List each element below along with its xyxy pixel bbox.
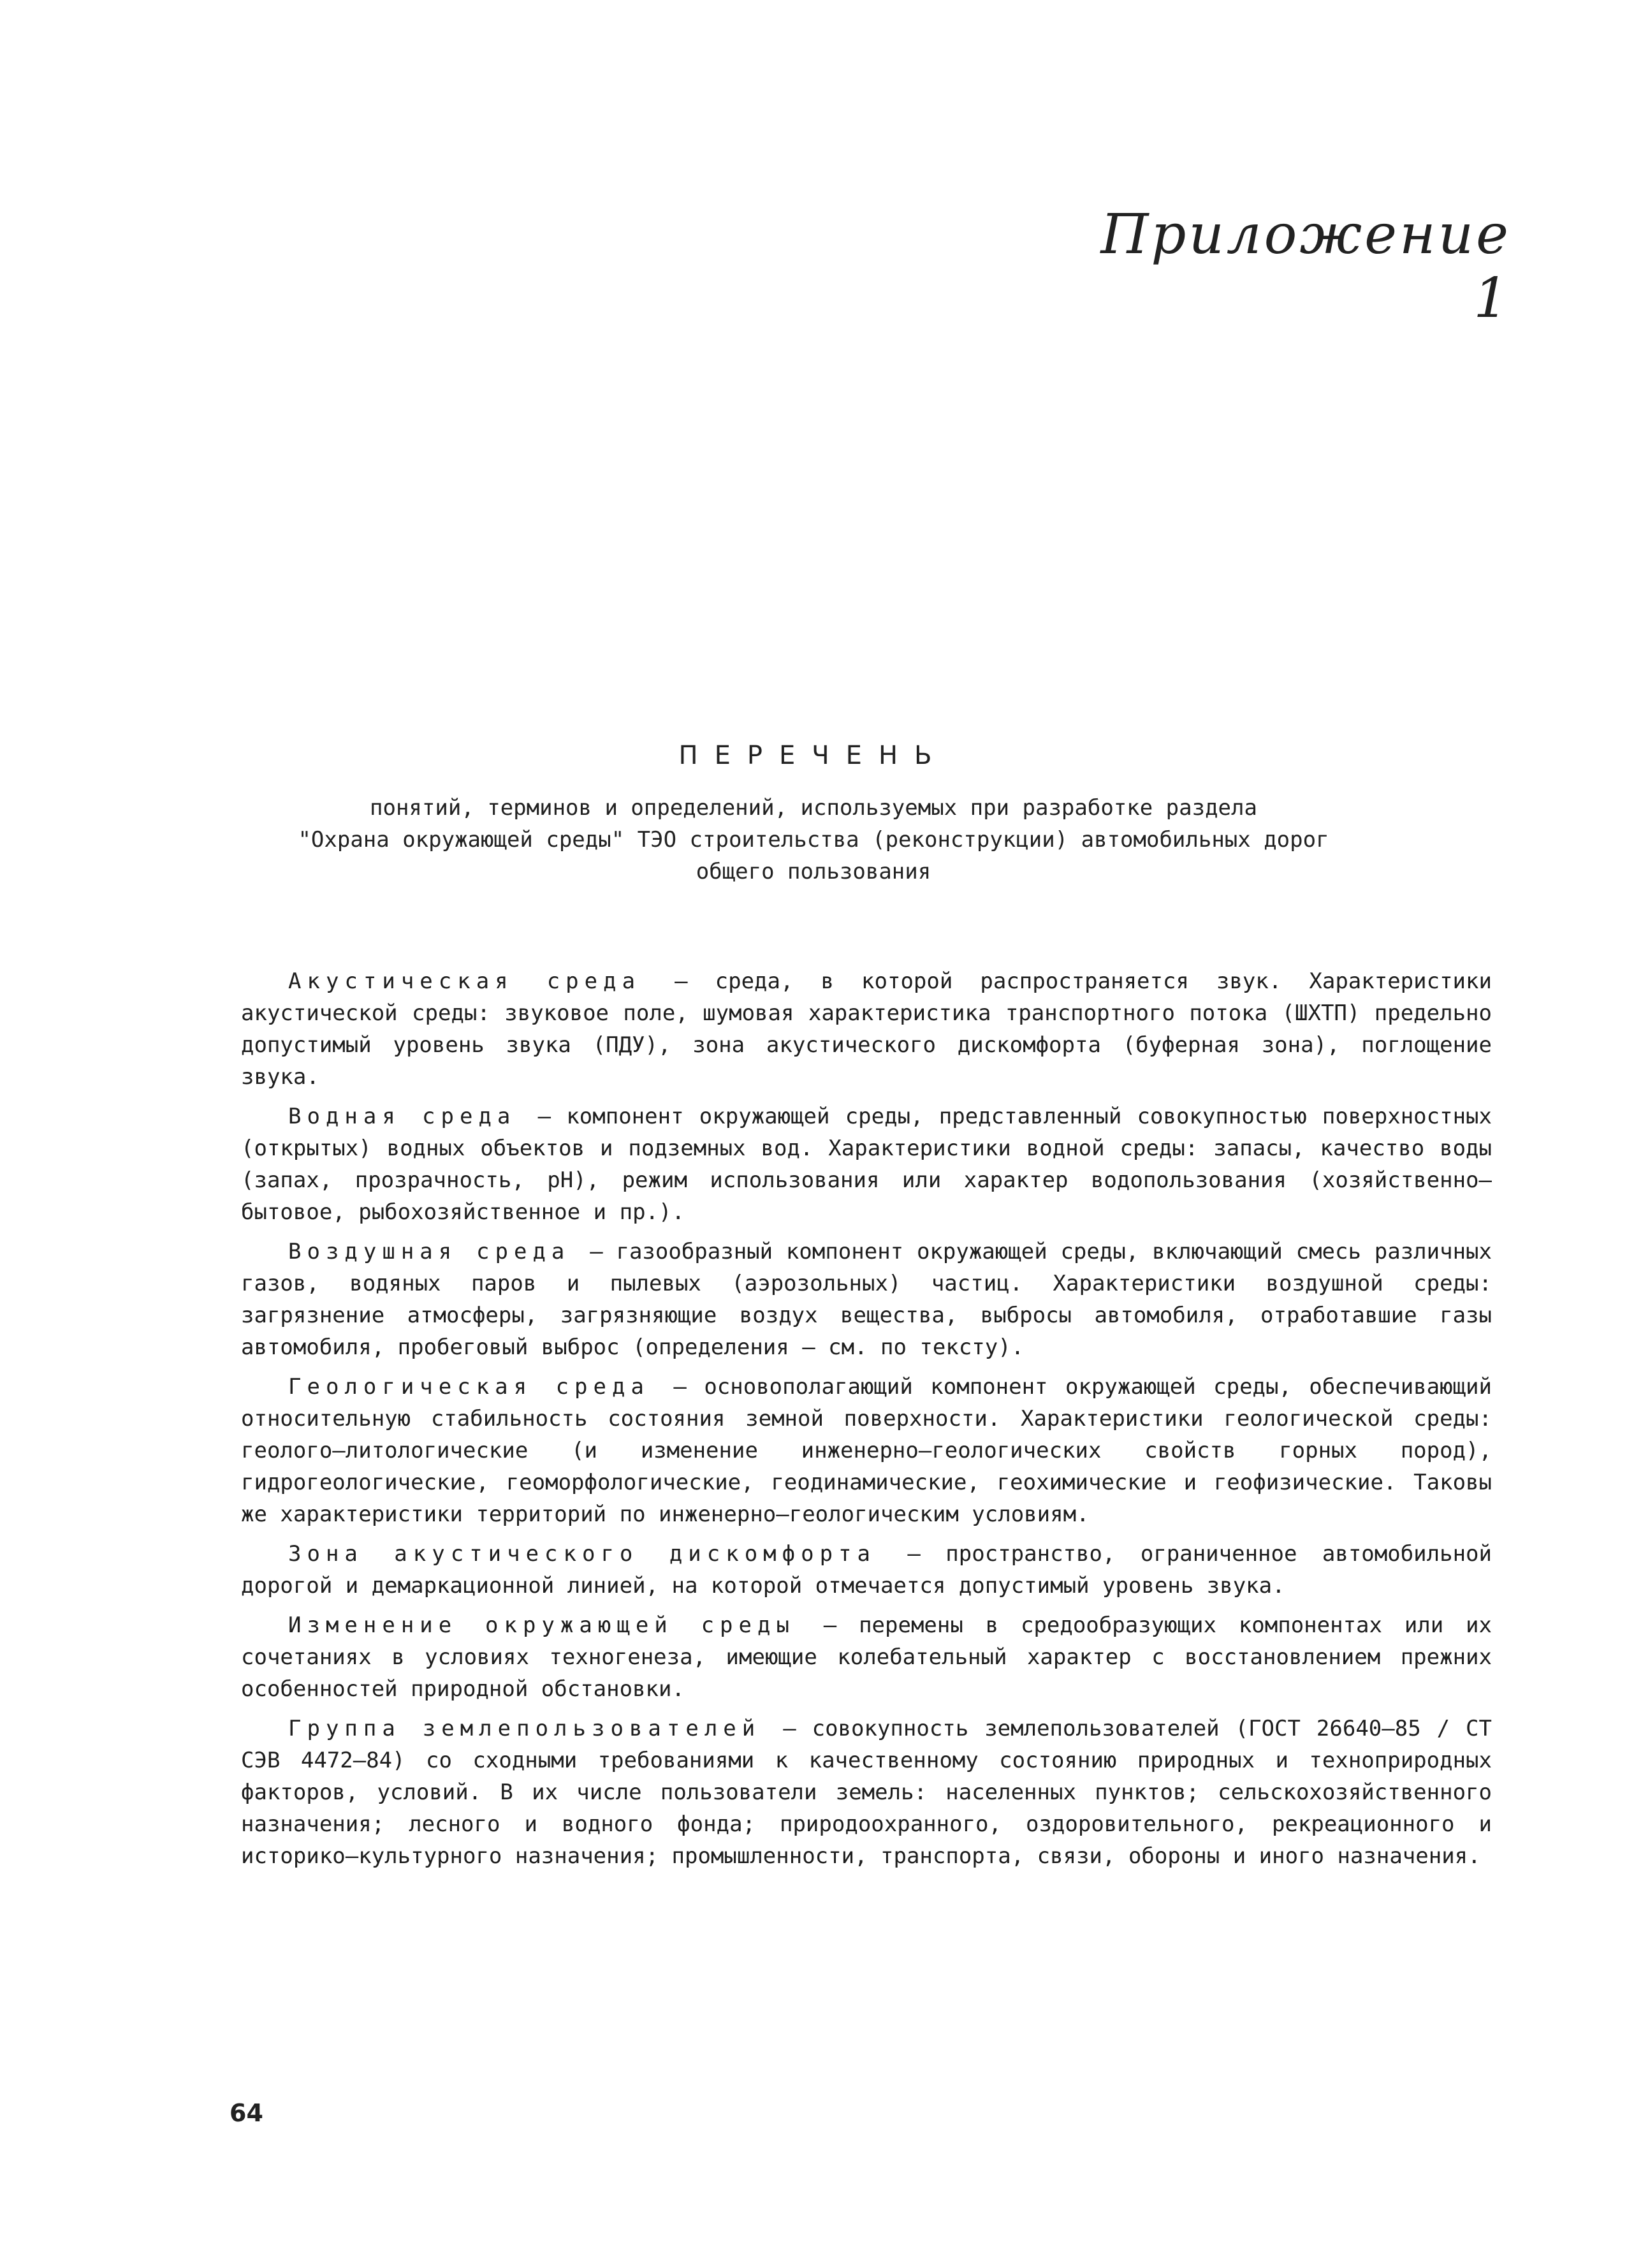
definitions-list bbox=[241, 965, 1492, 1880]
definition-entry bbox=[241, 1371, 1492, 1530]
definition-term: Водная среда bbox=[288, 1104, 516, 1129]
definition-entry bbox=[241, 1609, 1492, 1705]
definition-text: – совокупность землепользователей (ГОСТ 26640–85 / СТ СЭВ 4472–84) со сходными требованиями к качественному состоянию природных и техноприродных факторов, условий. В их числе пользователи земель: населенных пунктов; сельскохозяйственного назначения; лесного и водного фонда; природоохранного, оздоровительного, рекреационного и историко–культурного назначения; промышленности, транспорта, связи, обороны и иного назначения. bbox=[241, 1716, 1492, 1869]
definition-term: Акустическая среда bbox=[288, 969, 641, 994]
definition-entry bbox=[241, 965, 1492, 1093]
subtitle-line-3: общего пользования bbox=[696, 859, 931, 884]
definition-text: – пространство, ограниченное автомобильной дорогой и демаркационной линией, на которой отмечается допустимый уровень звука. bbox=[241, 1541, 1492, 1599]
subtitle-line-1: понятий, терминов и определений, используемых при разработке раздела bbox=[370, 795, 1257, 821]
list-subtitle bbox=[255, 792, 1372, 888]
definition-term: Группа землепользователей bbox=[288, 1716, 761, 1741]
definition-term: Воздушная среда bbox=[288, 1239, 571, 1264]
definition-term: Изменение окружающей среды bbox=[288, 1613, 795, 1638]
subtitle-line-2: "Охрана окружающей среды" ТЭО строительства (реконструкции) автомобильных дорог bbox=[298, 827, 1329, 852]
definition-entry bbox=[241, 1713, 1492, 1872]
definition-entry bbox=[241, 1101, 1492, 1228]
page-number: 64 bbox=[230, 2099, 263, 2127]
definition-entry bbox=[241, 1538, 1492, 1602]
appendix-label: Приложение 1 bbox=[1100, 203, 1511, 330]
definition-text: – компонент окружающей среды, представленный совокупностью поверхностных (открытых) водных объектов и подземных вод. Характеристики водной среды: запасы, качество воды (запах, прозрачность, pH), режим использования или характер водопользования (хозяйственно–бытовое, рыбохозяйственное и пр.). bbox=[241, 1104, 1492, 1225]
definition-text: – перемены в средообразующих компонентах или их сочетаниях в условиях техногенеза, имеющие колебательный характер с восстановлением прежних особенностей природной обстановки. bbox=[241, 1613, 1492, 1702]
definition-text: – газообразный компонент окружающей среды, включающий смесь различных газов, водяных паров и пылевых (аэрозольных) частиц. Характеристики воздушной среды: загрязнение атмосферы, загрязняющие воздух вещества, выбросы автомобиля, отработавшие газы автомобиля, пробеговый выброс (определения – см. по тексту). bbox=[241, 1239, 1492, 1360]
list-heading: ПЕРЕЧЕНЬ bbox=[678, 741, 949, 770]
definition-text: – среда, в которой распространяется звук. Характеристики акустической среды: звуковое поле, шумовая характеристика транспортного потока (ШХТП) предельно допустимый уровень звука (ПДУ), зона акустического дискомфорта (буферная зона), поглощение звука. bbox=[241, 969, 1492, 1090]
definition-term: Геологическая среда bbox=[288, 1374, 650, 1400]
definition-term: Зона акустического дискомфорта bbox=[288, 1541, 876, 1567]
definition-text: – основополагающий компонент окружающей среды, обеспечивающий относительную стабильность состояния земной поверхности. Характеристики геологической среды: геолого–литологические (и изменение инженерно–геологических свойств горных пород), гидрогеологические, геоморфологические, геодинамические, геохимические и геофизические. Таковы же характеристики территорий по инженерно–геологическим условиям. bbox=[241, 1374, 1492, 1527]
definition-entry bbox=[241, 1236, 1492, 1363]
